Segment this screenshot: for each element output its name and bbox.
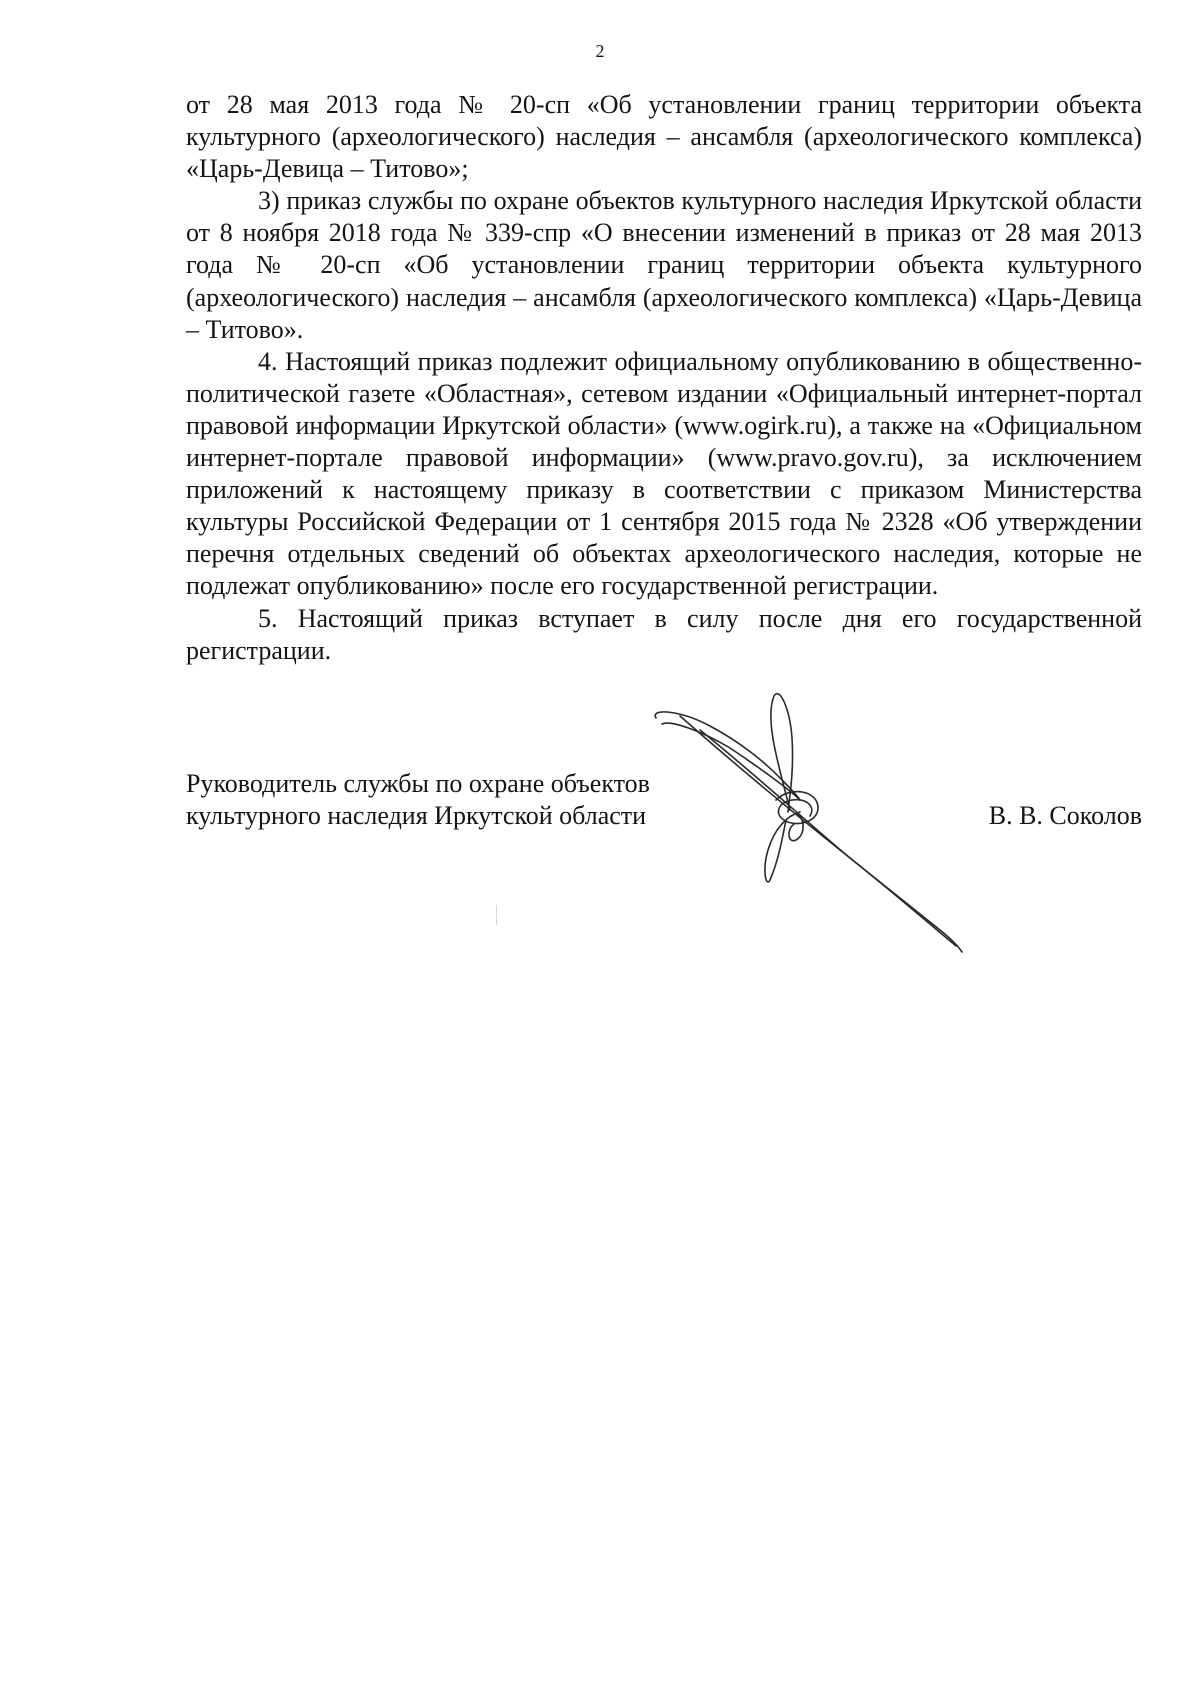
page-number: 2 [595,41,605,61]
signer-name: В. В. Соколов [988,801,1142,830]
signer-title [186,768,650,832]
signature-stroke [771,694,793,812]
paragraph-item-3: 3) приказ службы по охране объектов культурного наследия Иркутской области от 8 ноября 2018 года № 339-спр «О внесении изменений в приказ от 28 мая 2013 года № 20-сп «Об установлении границ территории объекта культурного (археологического) наследия – ансамбля (археологического комплекса) «Царь-Девица – Титово». [186,186,1142,344]
signature-stroke [655,712,800,800]
signature-stroke [700,730,956,946]
signer-title-line-1: Руководитель службы по охране объектов [186,769,650,798]
signature-strokes [655,694,962,952]
handwritten-signature [640,690,980,990]
signer-title-line-2: культурного наследия Иркутской области [186,801,647,830]
paragraph-continuation: от 28 мая 2013 года № 20-сп «Об установлении границ территории объекта культурного (археологического) наследия – ансамбля (археологического комплекса) «Царь-Девица – Титово»; [186,90,1142,184]
scan-artifact-line [496,905,497,925]
signature-stroke [765,812,800,882]
paragraph-item-5: 5. Настоящий приказ вступает в силу после дня его государственной регистрации. [186,603,1142,665]
paragraph-item-4: 4. Настоящий приказ подлежит официальному опубликованию в общественно-политической газете «Областная», сетевом издании «Официальный интернет-портал правовой информации Иркутской области» (www.ogirk.ru), а также на «Официальном интернет-портале правовой информации» (www.pravo.gov.ru), за исключением приложений к настоящему приказу в соответствии с приказом Министерства культуры Российской Федерации от 1 сентября 2015 года № 2328 «Об утверждении перечня отдельных сведений об объектах археологического наследия, которые не подлежат опубликованию» после его государственной регистрации. [186,346,1142,601]
document-body [186,89,1142,667]
